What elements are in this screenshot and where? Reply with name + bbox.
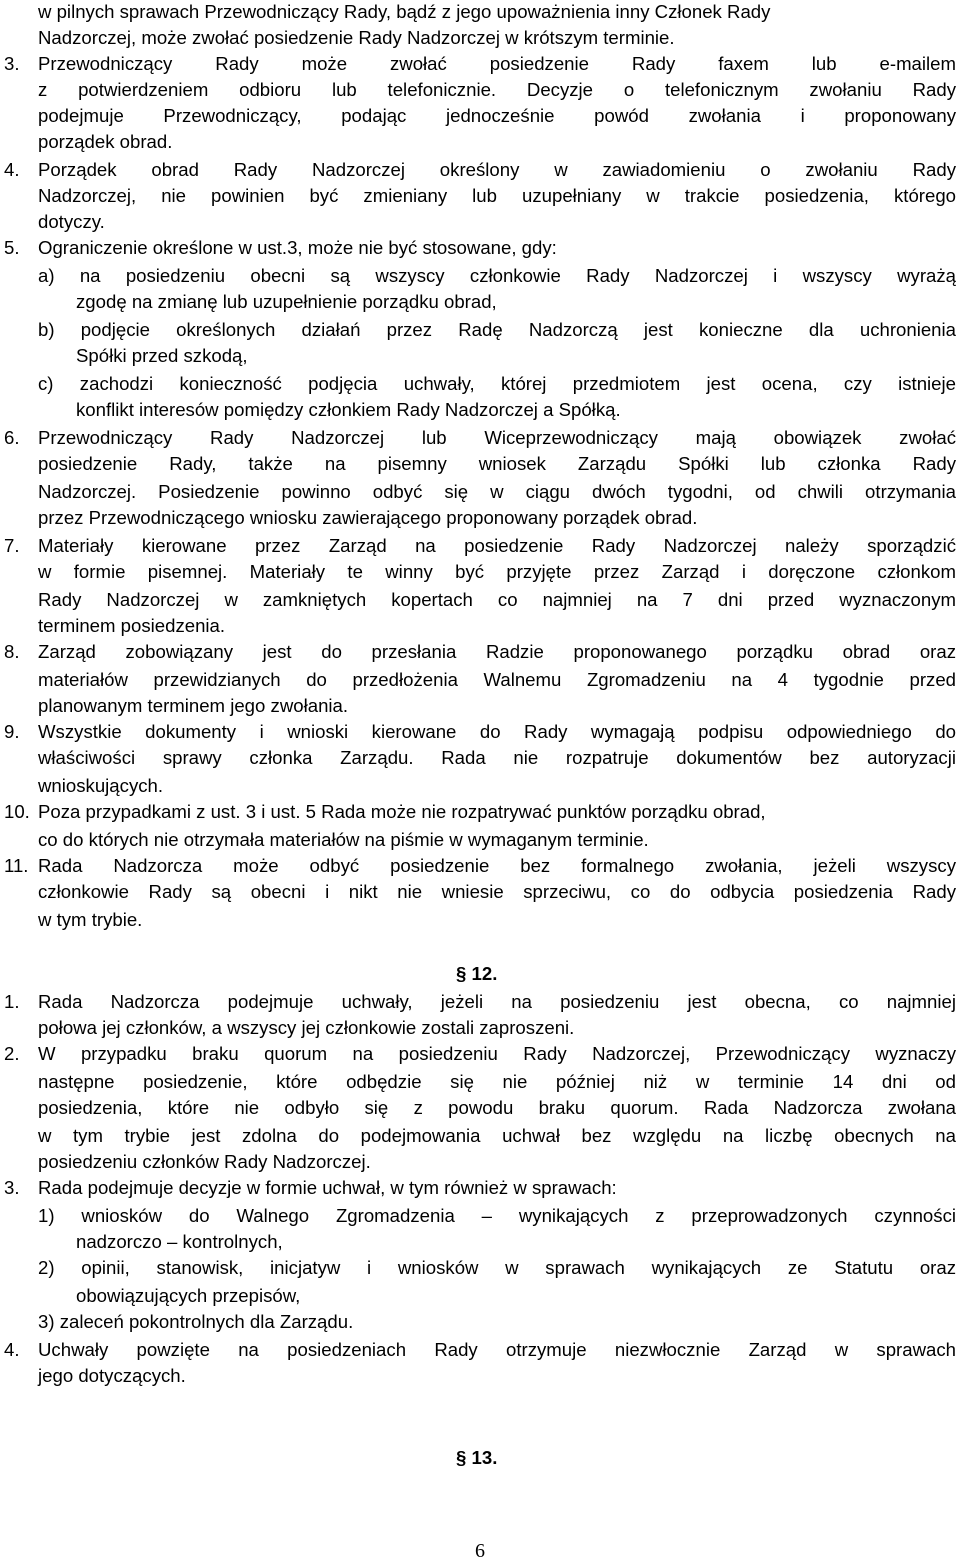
text-line: porządek obrad. [38, 131, 173, 152]
item-number: 11. [4, 855, 29, 876]
text-line: materiałów przewidzianych do przedłożenia Walnemu Zgromadzeniu na 4 tygodnie przed [38, 669, 956, 690]
text-line: w tym trybie jest zdolna do podejmowania uchwał bez względu na liczbę obecnych na [38, 1125, 956, 1146]
text-line: obowiązujących przepisów, [76, 1285, 301, 1306]
item-number: 9. [4, 721, 20, 742]
text-line: członkowie Rady są obecni i nikt nie wniesie sprzeciwu, co do odbycia posiedzenia Rady [38, 881, 956, 902]
section-heading-13 [456, 1446, 497, 1470]
text-line: Materiały kierowane przez Zarząd na posiedzenie Rady Nadzorczej należy sporządzić [38, 535, 956, 556]
sub-item-line: 3) zaleceń pokontrolnych dla Zarządu. [38, 1311, 354, 1332]
text-line: posiedzeniu członków Rady Nadzorczej. [38, 1151, 371, 1172]
item-number: 4. [4, 1339, 20, 1360]
text-line: następne posiedzenie, które odbędzie się nie później niż w terminie 14 dni od [38, 1071, 956, 1092]
text-line: co do których nie otrzymała materiałów na piśmie w wymaganym terminie. [38, 829, 649, 850]
item-number: 3. [4, 1177, 20, 1198]
text-line: Nadzorczej. Posiedzenie powinno odbyć się w ciągu dwóch tygodni, od chwili otrzymania [38, 481, 956, 502]
text-line: przez Przewodniczącego wniosku zawierającego proponowany porządek obrad. [38, 507, 698, 528]
text-line: posiedzenie Rady, także na pisemny wniosek Zarządu Spółki lub członka Rady [38, 453, 956, 474]
item-number: 5. [4, 237, 20, 258]
text-line: wnioskujących. [38, 775, 164, 796]
text-line: zgodę na zmianę lub uzupełnienie porządku obrad, [76, 291, 497, 312]
item-number: 10. [4, 801, 30, 822]
text-line: terminem posiedzenia. [38, 615, 226, 636]
item-number: 3. [4, 53, 20, 74]
section-sign: § [456, 963, 467, 984]
text-line: Porządek obrad Rady Nadzorczej określony w zawiadomieniu o zwołaniu Rady [38, 159, 956, 180]
section-sign: § [456, 1447, 467, 1468]
item-number: 1. [4, 991, 20, 1012]
text-line: z potwierdzeniem odbioru lub telefonicznie. Decyzje o telefonicznym zwołaniu Rady [38, 79, 956, 100]
sub-item-line: a) na posiedzeniu obecni są wszyscy członkowie Rady Nadzorczej i wszyscy wyrażą [38, 265, 956, 286]
text-line: Rada Nadzorcza podejmuje uchwały, jeżeli na posiedzeniu jest obecna, co najmniej [38, 991, 956, 1012]
text-line: Poza przypadkami z ust. 3 i ust. 5 Rada może nie rozpatrywać punktów porządku obrad, [38, 801, 766, 822]
text-line: Przewodniczący Rady może zwołać posiedzenie Rady faxem lub e-mailem [38, 53, 956, 74]
text-line: w pilnych sprawach Przewodniczący Rady, bądź z jego upoważnienia inny Członek Rady [38, 1, 771, 22]
text-line: w formie pisemnej. Materiały te winny być przyjęte przez Zarząd i doręczone członkom [38, 561, 956, 582]
text-line: Zarząd zobowiązany jest do przesłania Radzie proponowanego porządku obrad oraz [38, 641, 956, 662]
item-number: 4. [4, 159, 20, 180]
text-line: Rada podejmuje decyzje w formie uchwał, w tym również w sprawach: [38, 1177, 617, 1198]
text-line: Nadzorczej, może zwołać posiedzenie Rady Nadzorczej w krótszym terminie. [38, 27, 675, 48]
text-line: W przypadku braku quorum na posiedzeniu Rady Nadzorczej, Przewodniczący wyznaczy [38, 1043, 956, 1064]
text-line: Spółki przed szkodą, [76, 345, 248, 366]
section-heading-12 [456, 962, 497, 986]
sub-item-line: c) zachodzi konieczność podjęcia uchwały, której przedmiotem jest ocena, czy istnieje [38, 373, 956, 394]
text-line: posiedzenia, które nie odbyło się z powodu braku quorum. Rada Nadzorcza zwołana [38, 1097, 956, 1118]
text-line: Wszystkie dokumenty i wnioski kierowane do Rady wymagają podpisu odpowiedniego do [38, 721, 956, 742]
sub-item-line: 2) opinii, stanowisk, inicjatyw i wniosków w sprawach wynikających ze Statutu oraz [38, 1257, 956, 1278]
sub-item-line: 1) wniosków do Walnego Zgromadzenia – wynikających z przeprowadzonych czynności [38, 1205, 956, 1226]
text-line: Przewodniczący Rady Nadzorczej lub Wiceprzewodniczący mają obowiązek zwołać [38, 427, 956, 448]
item-number: 2. [4, 1043, 20, 1064]
text-line: planowanym terminem jego zwołania. [38, 695, 349, 716]
text-line: dotyczy. [38, 211, 105, 232]
text-line: Rada Nadzorcza może odbyć posiedzenie bez formalnego zwołania, jeżeli wszyscy [38, 855, 956, 876]
text-line: właściwości sprawy członka Zarządu. Rada nie rozpatruje dokumentów bez autoryzacji [38, 747, 956, 768]
page-number: 6 [475, 1540, 485, 1562]
item-number: 6. [4, 427, 20, 448]
sub-item-line: b) podjęcie określonych działań przez Radę Nadzorczą jest konieczne dla uchronienia [38, 319, 956, 340]
text-line: w tym trybie. [38, 909, 143, 930]
text-line: podejmuje Przewodniczący, podając jednocześnie powód zwołania i proponowany [38, 105, 956, 126]
text-line: Ograniczenie określone w ust.3, może nie być stosowane, gdy: [38, 237, 557, 258]
section-number: 12. [471, 963, 498, 984]
item-number: 7. [4, 535, 20, 556]
text-line: konflikt interesów pomiędzy członkiem Rady Nadzorczej a Spółką. [76, 399, 621, 420]
section-number: 13. [471, 1447, 498, 1468]
text-line: nadzorczo – kontrolnych, [76, 1231, 283, 1252]
text-line: połowa jej członków, a wszyscy jej członkowie zostali zaproszeni. [38, 1017, 575, 1038]
text-line: Uchwały powzięte na posiedzeniach Rady otrzymuje niezwłocznie Zarząd w sprawach [38, 1339, 956, 1360]
text-line: jego dotyczących. [38, 1365, 186, 1386]
item-number: 8. [4, 641, 20, 662]
text-line: Nadzorczej, nie powinien być zmieniany lub uzupełniany w trakcie posiedzenia, którego [38, 185, 956, 206]
text-line: Rady Nadzorczej w zamkniętych kopertach co najmniej na 7 dni przed wyznaczonym [38, 589, 956, 610]
